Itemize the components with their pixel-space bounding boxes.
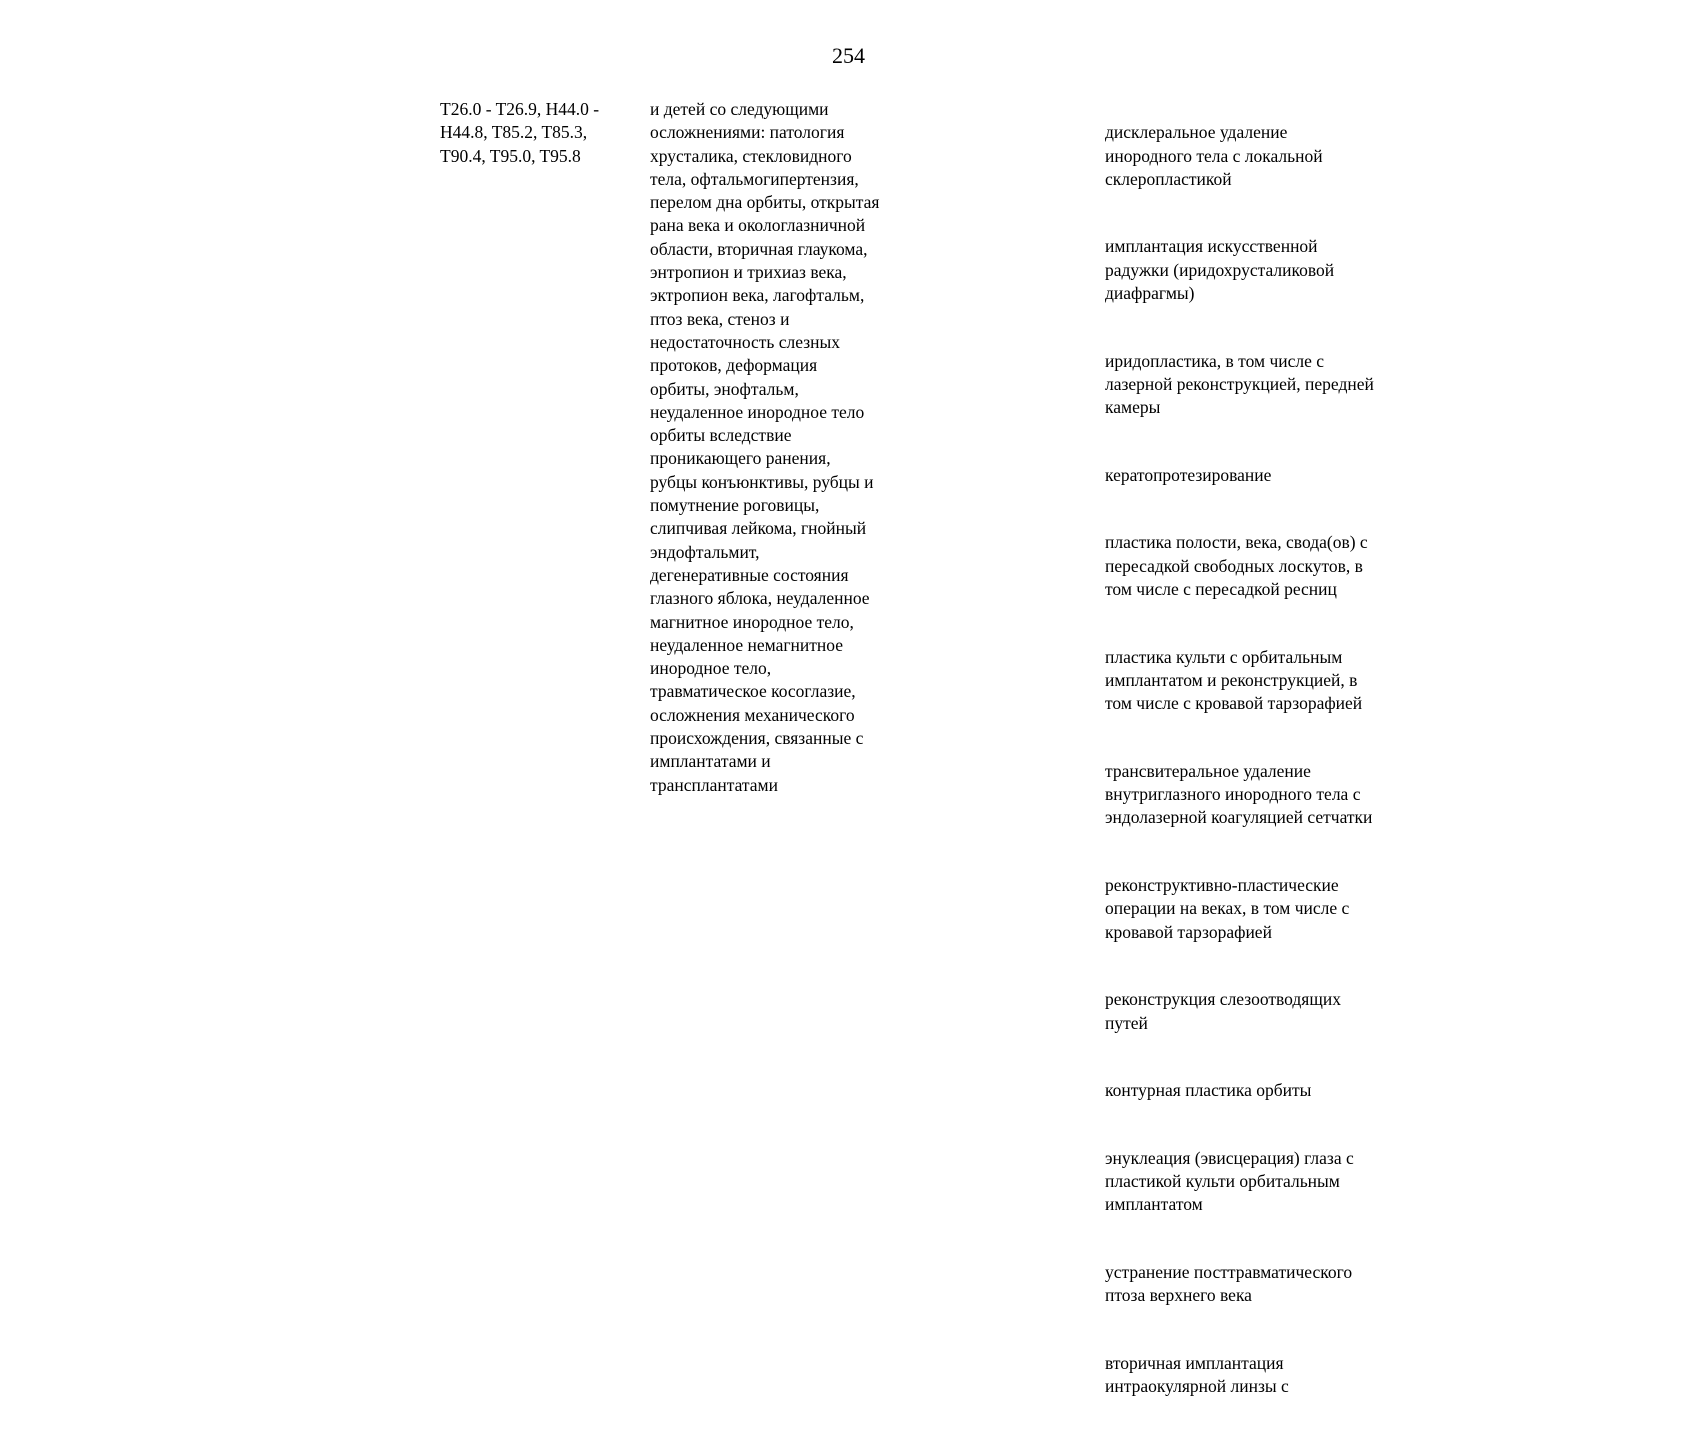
diagnosis-codes: T26.0 - T26.9, H44.0 - H44.8, T85.2, T85.3, T90.4, T95.0, T95.8: [440, 99, 600, 166]
procedures-list: [1105, 98, 1450, 1443]
procedure-item: кератопротезирование: [1105, 464, 1272, 485]
procedure-item: иридопластика, в том числе с лазерной реконструкцией, передней камеры: [1105, 350, 1374, 418]
diagnosis-description: и детей со следующими осложнениями: патология хрусталика, стекловидного тела, офтальмогипертензия, перелом дна орбиты, открытая рана века и окологлазничной области, вторичная глаукома, энтропион и трихиаз века, эктропион века, лагофтальм, птоз века, стеноз и недостаточность слезных протоков, деформация орбиты, энофтальм, неудаленное инородное тело орбиты вследствие проникающего ранения, рубцы конъюнктивы, рубцы и помутнение роговицы, слипчивая лейкома, гнойный эндофтальмит, дегенеративные состояния глазного яблока, неудаленное магнитное инородное тело, неудаленное немагнитное инородное тело, травматическое косоглазие, осложнения механического происхождения, связанные с имплантатами и трансплантатами: [650, 99, 880, 795]
procedure-item: устранение посттравматического птоза верхнего века: [1105, 1261, 1353, 1306]
procedure-item: реконструкция слезоотводящих путей: [1105, 989, 1341, 1033]
procedure-item: имплантация искусственной радужки (иридохрусталиковой диафрагмы): [1105, 236, 1335, 304]
procedure-item: вторичная имплантация интраокулярной линзы с: [1105, 1352, 1289, 1397]
procedure-item: контурная пластика орбиты: [1105, 1080, 1312, 1101]
procedure-item: реконструктивно-пластические операции на веках, в том числе с кровавой тарзорафией: [1105, 875, 1350, 942]
procedure-item: трансвитеральное удаление внутриглазного инородного тела с эндолазерной коагуляцией сетчатки: [1105, 760, 1373, 828]
procedure-item: пластика культи с орбитальным имплантатом и реконструкцией, в том числе с кровавой тарзорафией: [1105, 646, 1363, 714]
procedure-item: дисклеральное удаление инородного тела с локальной склеропластикой: [1105, 122, 1323, 189]
page-number: 254: [832, 43, 865, 68]
procedure-item: пластика полости, века, свода(ов) с пересадкой свободных лоскутов, в том числе с пересадкой ресниц: [1105, 532, 1368, 600]
procedure-item: энуклеация (эвисцерация) глаза с пластикой культи орбитальным имплантатом: [1105, 1147, 1354, 1215]
